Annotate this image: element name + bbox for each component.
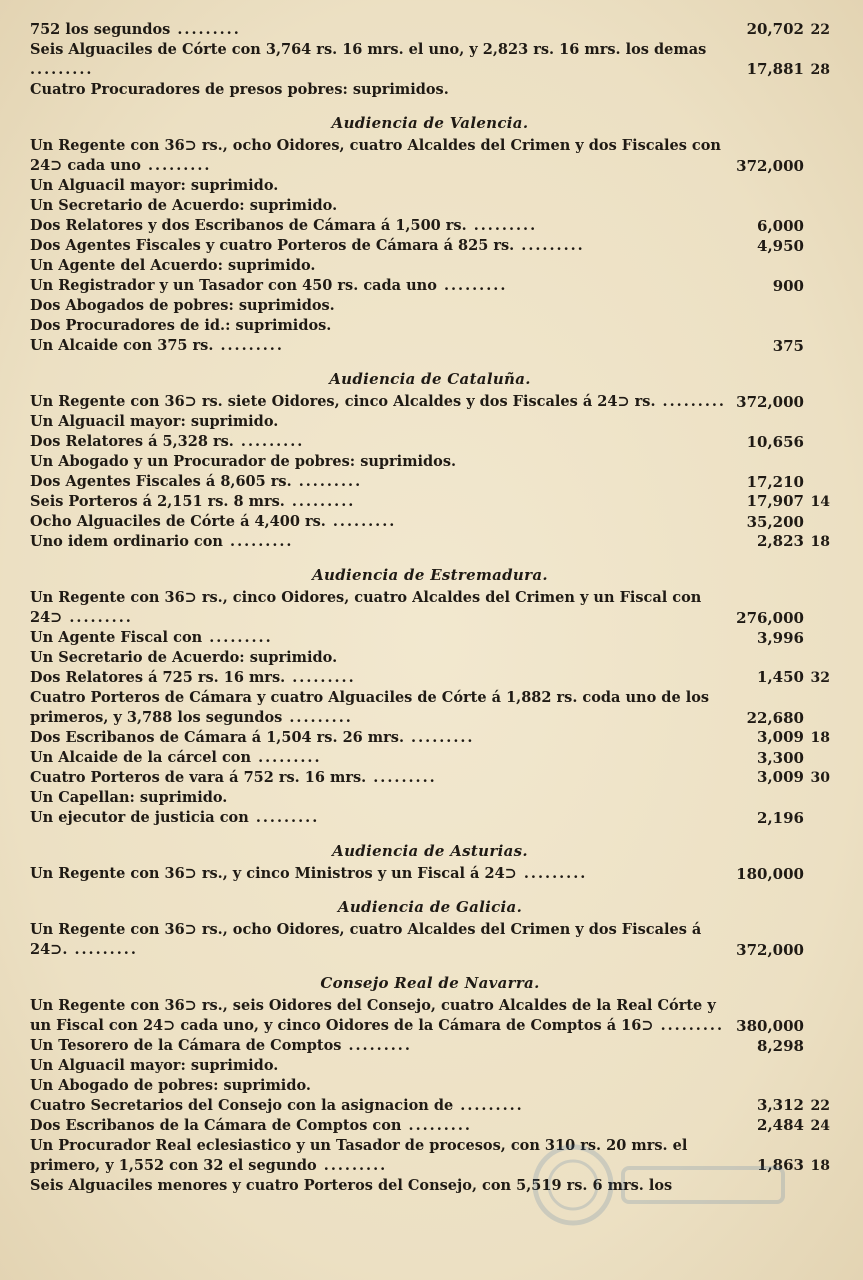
amount-reales: 20,702 [746,20,804,38]
ledger-row [30,256,830,276]
ledger-amount [734,728,830,748]
ledger-text: Dos Relatores á 5,328 rs. [30,433,234,450]
ledger-amount [734,1156,830,1176]
ledger-description [30,236,734,256]
ledger-description [30,336,734,356]
ledger-description [30,452,734,472]
ledger-text: Un Registrador y un Tasador con 450 rs. cada uno [30,277,437,294]
ledger-description [30,316,734,336]
ledger-description [30,920,734,960]
ledger-description [30,628,734,648]
ledger-description [30,728,734,748]
ledger-text: Un Tesorero de la Cámara de Comptos [30,1037,342,1054]
ledger-section [30,974,830,1196]
ledger-row [30,788,830,808]
ledger-text: Un Alguacil mayor: suprimido. [30,177,279,194]
ledger-text: Un Regente con 36⊃ rs., cinco Oidores, cuatro Alcaldes del Crimen y un Fiscal con 24⊃ [30,589,702,626]
ledger-amount [734,277,830,296]
amount-reales: 2,196 [757,809,804,827]
ledger-row [30,588,830,628]
ledger-row [30,216,830,236]
ledger-text: Un Secretario de Acuerdo: suprimido. [30,649,338,666]
ledger-text: Dos Escribanos de Cámara á 1,504 rs. 26 mrs. [30,729,404,746]
ledger-row [30,748,830,768]
ledger-amount [734,609,830,628]
ledger-text: Un Regente con 36⊃ rs., ocho Oidores, cuatro Alcaldes del Crimen y dos Fiscales á 24⊃. [30,921,702,958]
ledger-description [30,808,734,828]
ledger-row [30,412,830,432]
section-heading: Audiencia de Galicia. [337,898,523,916]
ledger-row [30,472,830,492]
ledger-amount [734,768,830,788]
leader-dots: ......... [213,337,284,354]
ledger-row [30,136,830,176]
leader-dots: ......... [514,237,585,254]
section-heading: Consejo Real de Navarra. [320,974,540,992]
leader-dots: ......... [140,157,212,174]
ledger-row [30,1056,830,1076]
ledger-amount [734,177,830,196]
amount-reales: 3,009 [757,768,804,786]
amount-reales: 900 [772,277,804,295]
ledger-row [30,80,830,100]
amount-reales: 10,656 [746,433,804,451]
ledger-description [30,588,734,628]
leader-dots: ......... [170,21,241,38]
ledger-amount [734,513,830,532]
ledger-amount [734,257,830,276]
ledger-description [30,668,734,688]
ledger-text: Un Secretario de Acuerdo: suprimido. [30,197,338,214]
ledger-description [30,276,734,296]
amount-maravedis: 28 [810,62,830,78]
ledger-amount [734,393,830,412]
ledger-text: Seis Alguaciles de Córte con 3,764 rs. 16 mrs. el uno, y 2,823 rs. 16 mrs. los demas [30,41,707,58]
ledger-description [30,788,734,808]
ledger-amount [734,789,830,808]
ledger-description [30,176,734,196]
ledger-description [30,40,734,80]
ledger-row [30,996,830,1036]
ledger-amount [734,81,830,100]
ledger-description [30,864,734,884]
ledger-amount [734,629,830,648]
ledger-section [30,898,830,960]
budget-ledger [30,20,830,1210]
ledger-amount [734,60,830,80]
ledger-amount [734,473,830,492]
ledger-row [30,1076,830,1096]
leader-dots: ......... [282,709,353,726]
leader-dots: ......... [316,1157,388,1174]
ledger-row [30,532,830,552]
leader-dots: ......... [516,865,588,882]
ledger-description [30,768,734,788]
ledger-row [30,20,830,40]
ledger-text: Ocho Alguaciles de Córte á 4,400 rs. [30,513,326,530]
ledger-row [30,392,830,412]
ledger-row [30,1096,830,1116]
ledger-row [30,176,830,196]
ledger-row [30,1116,830,1136]
ledger-amount [734,1116,830,1136]
amount-reales: 35,200 [746,513,804,531]
ledger-text: Cuatro Secretarios del Consejo con la asignacion de [30,1097,454,1114]
amount-reales: 6,000 [757,217,804,235]
ledger-amount [734,668,830,688]
ledger-text: Seis Porteros á 2,151 rs. 8 mrs. [30,493,285,510]
ledger-amount [734,297,830,316]
ledger-text: Un Alcaide con 375 rs. [30,337,214,354]
leader-dots: ......... [341,1037,412,1054]
leader-dots: ......... [62,609,133,626]
ledger-description [30,1056,734,1076]
ledger-amount [734,649,830,668]
ledger-amount [734,941,830,960]
ledger-amount [734,1096,830,1116]
amount-reales: 372,000 [736,941,804,959]
ledger-row [30,1136,830,1176]
ledger-row [30,1036,830,1056]
ledger-amount [734,532,830,552]
amount-reales: 372,000 [736,157,804,175]
leader-dots: ......... [325,513,397,530]
ledger-text: Un ejecutor de justicia con [30,809,249,826]
leader-dots: ......... [291,473,363,490]
ledger-description [30,748,734,768]
ledger-text: Un Procurador Real eclesiastico y un Tasador de procesos, con 310 rs. 20 mrs. el primero, y 1,552 con 32 el segundo [30,1137,688,1174]
ledger-amount [734,20,830,40]
ledger-description [30,256,734,276]
leader-dots: ......... [285,669,356,686]
ledger-amount [734,709,830,728]
amount-reales: 2,484 [757,1116,804,1134]
ledger-description [30,1096,734,1116]
leader-dots: ......... [248,809,320,826]
ledger-description [30,532,734,552]
ledger-text: 752 los segundos [30,21,171,38]
ledger-description [30,20,734,40]
ledger-row [30,920,830,960]
section-heading: Audiencia de Valencia. [331,114,529,132]
ledger-section [30,566,830,828]
ledger-section [30,20,830,100]
ledger-description [30,512,734,532]
amount-reales: 380,000 [736,1017,804,1035]
ledger-description [30,492,734,512]
ledger-text: Dos Relatores á 725 rs. 16 mrs. [30,669,286,686]
leader-dots: ......... [67,941,138,958]
ledger-text: Cuatro Porteros de Cámara y cuatro Alguaciles de Córte á 1,882 rs. coda uno de los primeros, y 3,788 los segundos [30,689,710,726]
amount-reales: 17,881 [746,60,804,78]
ledger-row [30,196,830,216]
ledger-section [30,370,830,552]
ledger-text: Dos Agentes Fiscales á 8,605 rs. [30,473,292,490]
ledger-text: Cuatro Procuradores de presos pobres: suprimidos. [30,81,449,98]
ledger-amount [734,1077,830,1096]
ledger-row [30,296,830,316]
ledger-text: Un Capellan: suprimido. [30,789,228,806]
ledger-description [30,196,734,216]
section-heading: Audiencia de Cataluña. [329,370,531,388]
ledger-row [30,512,830,532]
leader-dots: ......... [404,729,475,746]
leader-dots: ......... [233,433,305,450]
amount-maravedis: 32 [810,670,830,686]
amount-maravedis: 18 [810,534,830,550]
ledger-row [30,316,830,336]
ledger-amount [734,237,830,256]
amount-reales: 3,009 [757,728,804,746]
ledger-row [30,336,830,356]
ledger-row [30,768,830,788]
amount-reales: 1,863 [757,1156,804,1174]
ledger-text: Uno idem ordinario con [30,533,223,550]
ledger-text: Dos Procuradores de id.: suprimidos. [30,317,332,334]
ledger-row [30,808,830,828]
leader-dots: ......... [222,533,294,550]
ledger-text: Un Agente del Acuerdo: suprimido. [30,257,316,274]
amount-reales: 22,680 [746,709,804,727]
amount-maravedis: 30 [810,770,830,786]
ledger-text: Un Agente Fiscal con [30,629,203,646]
ledger-row [30,728,830,748]
ledger-description [30,80,734,100]
ledger-text: Un Regente con 36⊃ rs. siete Oidores, cinco Alcaldes y dos Fiscales á 24⊃ rs. [30,393,656,410]
ledger-text: Dos Agentes Fiscales y cuatro Porteros de Cámara á 825 rs. [30,237,515,254]
ledger-amount [734,1017,830,1036]
ledger-amount [734,809,830,828]
ledger-text: Un Regente con 36⊃ rs., ocho Oidores, cuatro Alcaldes del Crimen y dos Fiscales con 24⊃ cada uno [30,137,721,174]
ledger-amount [734,1037,830,1056]
ledger-text: Dos Abogados de pobres: suprimidos. [30,297,335,314]
ledger-amount [734,1057,830,1076]
leader-dots: ......... [466,217,538,234]
amount-reales: 17,210 [746,473,804,491]
leader-dots: ......... [401,1117,472,1134]
ledger-amount [734,749,830,768]
leader-dots: ......... [366,769,437,786]
ledger-section [30,114,830,356]
ledger-text: Dos Escribanos de la Cámara de Comptos con [30,1117,402,1134]
ledger-text: Un Abogado de pobres: suprimido. [30,1077,311,1094]
ledger-row [30,40,830,80]
leader-dots: ......... [653,1017,724,1034]
ledger-amount [734,865,830,884]
ledger-amount [734,492,830,512]
amount-reales: 3,996 [757,629,804,647]
ledger-row [30,432,830,452]
ledger-text: Un Alcaide de la cárcel con [30,749,252,766]
ledger-row [30,492,830,512]
ledger-text: Seis Alguaciles menores y cuatro Porteros del Consejo, con 5,519 rs. 6 mrs. los [30,1177,673,1194]
ledger-description [30,1176,734,1196]
ledger-description [30,648,734,668]
leader-dots: ......... [30,61,94,78]
leader-dots: ......... [436,277,508,294]
amount-reales: 4,950 [757,237,804,255]
amount-maravedis: 14 [810,494,830,510]
ledger-amount [734,217,830,236]
ledger-description [30,216,734,236]
ledger-text: Un Alguacil mayor: suprimido. [30,1057,279,1074]
ledger-amount [734,433,830,452]
amount-maravedis: 18 [810,730,830,746]
ledger-description [30,1116,734,1136]
leader-dots: ......... [655,393,726,410]
amount-reales: 8,298 [757,1037,804,1055]
amount-reales: 3,300 [757,749,804,767]
ledger-row [30,452,830,472]
ledger-amount [734,317,830,336]
ledger-description [30,1136,734,1176]
ledger-description [30,1076,734,1096]
section-heading: Audiencia de Asturias. [332,842,528,860]
leader-dots: ......... [284,493,356,510]
amount-maravedis: 22 [810,22,830,38]
ledger-row [30,864,830,884]
ledger-amount [734,337,830,356]
ledger-section [30,842,830,884]
section-heading: Audiencia de Estremadura. [312,566,548,584]
ledger-amount [734,1177,830,1196]
ledger-description [30,996,734,1036]
ledger-text: Un Alguacil mayor: suprimido. [30,413,279,430]
amount-reales: 3,312 [757,1096,804,1114]
ledger-description [30,296,734,316]
amount-reales: 276,000 [736,609,804,627]
ledger-row [30,628,830,648]
amount-maravedis: 22 [810,1098,830,1114]
ledger-text: Cuatro Porteros de vara á 752 rs. 16 mrs. [30,769,367,786]
ledger-row [30,668,830,688]
amount-reales: 1,450 [757,668,804,686]
amount-reales: 372,000 [736,393,804,411]
ledger-description [30,1036,734,1056]
ledger-amount [734,157,830,176]
amount-reales: 375 [772,337,804,355]
ledger-description [30,688,734,728]
ledger-amount [734,413,830,432]
ledger-row [30,236,830,256]
ledger-amount [734,197,830,216]
ledger-amount [734,453,830,472]
ledger-row [30,688,830,728]
leader-dots: ......... [251,749,322,766]
ledger-text: Un Regente con 36⊃ rs., seis Oidores del Consejo, cuatro Alcaldes de la Real Córte y un Fiscal con 24⊃ cada uno, y cinco Oidores de la Cámara de Comptos á 16⊃ [30,997,716,1034]
leader-dots: ......... [202,629,273,646]
ledger-text: Un Regente con 36⊃ rs., y cinco Ministros y un Fiscal á 24⊃ [30,865,517,882]
amount-reales: 180,000 [736,865,804,883]
ledger-description [30,412,734,432]
ledger-description [30,392,734,412]
ledger-text: Un Abogado y un Procurador de pobres: suprimidos. [30,453,457,470]
amount-maravedis: 24 [810,1118,830,1134]
ledger-row [30,276,830,296]
ledger-description [30,136,734,176]
ledger-description [30,432,734,452]
ledger-row [30,648,830,668]
amount-reales: 2,823 [757,532,804,550]
ledger-text: Dos Relatores y dos Escribanos de Cámara á 1,500 rs. [30,217,467,234]
amount-reales: 17,907 [746,492,804,510]
ledger-description [30,472,734,492]
leader-dots: ......... [453,1097,524,1114]
ledger-row [30,1176,830,1196]
amount-maravedis: 18 [810,1158,830,1174]
